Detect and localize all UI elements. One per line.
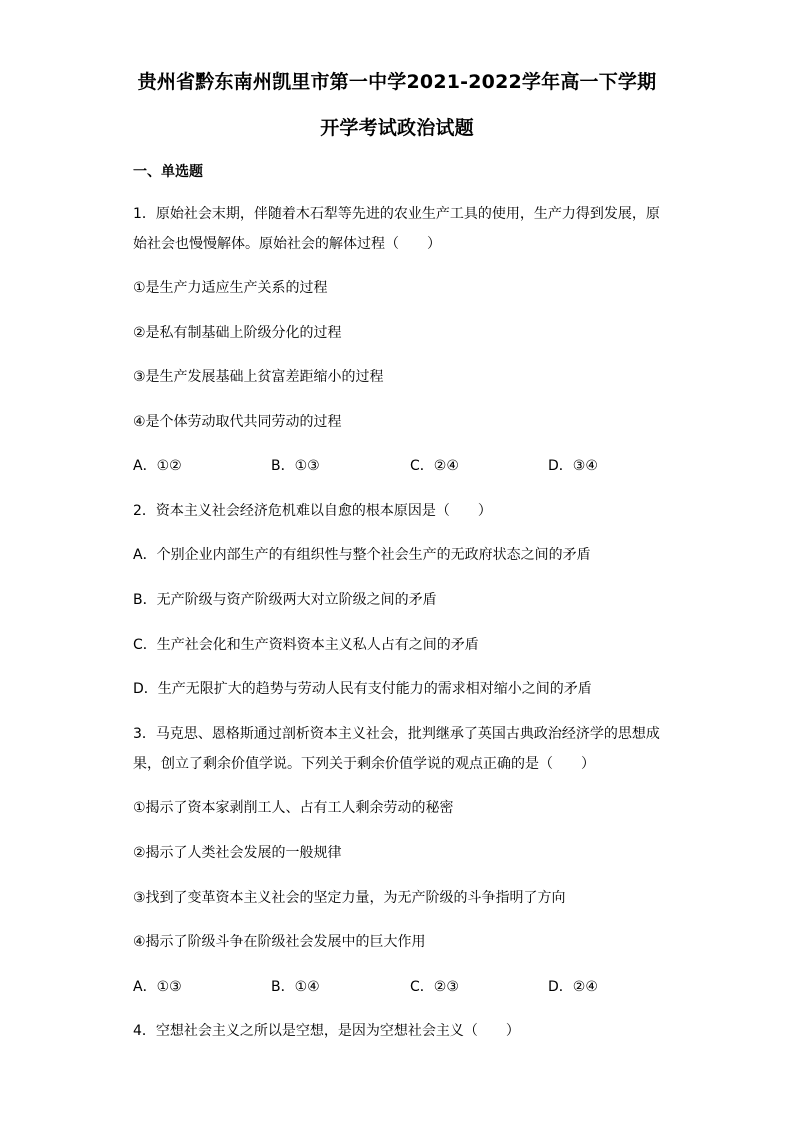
q2-option-b: B．无产阶级与资产阶级两大对立阶级之间的矛盾 (133, 592, 437, 608)
q1-item-4: ④是个体劳动取代共同劳动的过程 (133, 414, 342, 430)
section-heading: 一、单选题 (133, 164, 203, 180)
exam-title-line2: 开学考试政治试题 (320, 117, 474, 139)
q2-option-d: D．生产无限扩大的趋势与劳动人民有支付能力的需求相对缩小之间的矛盾 (133, 681, 592, 697)
q1-option-b: B．①③ (271, 458, 320, 474)
q3-item-4: ④揭示了阶级斗争在阶级社会发展中的巨大作用 (133, 934, 426, 950)
q3-option-d: D．②④ (548, 979, 598, 995)
q4-stem: 4．空想社会主义之所以是空想，是因为空想社会主义（ ） (133, 1023, 520, 1039)
q3-option-a: A．①③ (133, 979, 182, 995)
q1-stem-line2: 始社会也慢慢解体。原始社会的解体过程（ ） (133, 236, 441, 252)
q2-option-a: A．个别企业内部生产的有组织性与整个社会生产的无政府状态之间的矛盾 (133, 547, 591, 563)
q3-item-3: ③找到了变革资本主义社会的坚定力量，为无产阶级的斗争指明了方向 (133, 890, 566, 906)
q2-stem: 2．资本主义社会经济危机难以自愈的根本原因是（ ） (133, 503, 492, 519)
q3-item-1: ①揭示了资本家剥削工人、占有工人剩余劳动的秘密 (133, 800, 454, 816)
q1-item-3: ③是生产发展基础上贫富差距缩小的过程 (133, 369, 384, 385)
q1-option-c: C．②④ (410, 458, 459, 474)
q1-item-2: ②是私有制基础上阶级分化的过程 (133, 325, 342, 341)
q1-stem-line1: 1．原始社会末期，伴随着木石犁等先进的农业生产工具的使用，生产力得到发展，原 (133, 206, 660, 222)
q1-item-1: ①是生产力适应生产关系的过程 (133, 280, 328, 296)
q1-option-d: D．③④ (548, 458, 598, 474)
q3-stem-line1: 3．马克思、恩格斯通过剖析资本主义社会，批判继承了英国古典政治经济学的思想成 (133, 726, 660, 742)
exam-title-line1: 贵州省黔东南州凯里市第一中学2021-2022学年高一下学期 (137, 71, 657, 93)
q3-stem-line2: 果，创立了剩余价值学说。下列关于剩余价值学说的观点正确的是（ ） (133, 756, 595, 772)
q1-option-a: A．①② (133, 458, 182, 474)
q3-option-c: C．②③ (410, 979, 459, 995)
q3-item-2: ②揭示了人类社会发展的一般规律 (133, 845, 342, 861)
q2-option-c: C．生产社会化和生产资料资本主义私人占有之间的矛盾 (133, 637, 479, 653)
q3-option-b: B．①④ (271, 979, 320, 995)
